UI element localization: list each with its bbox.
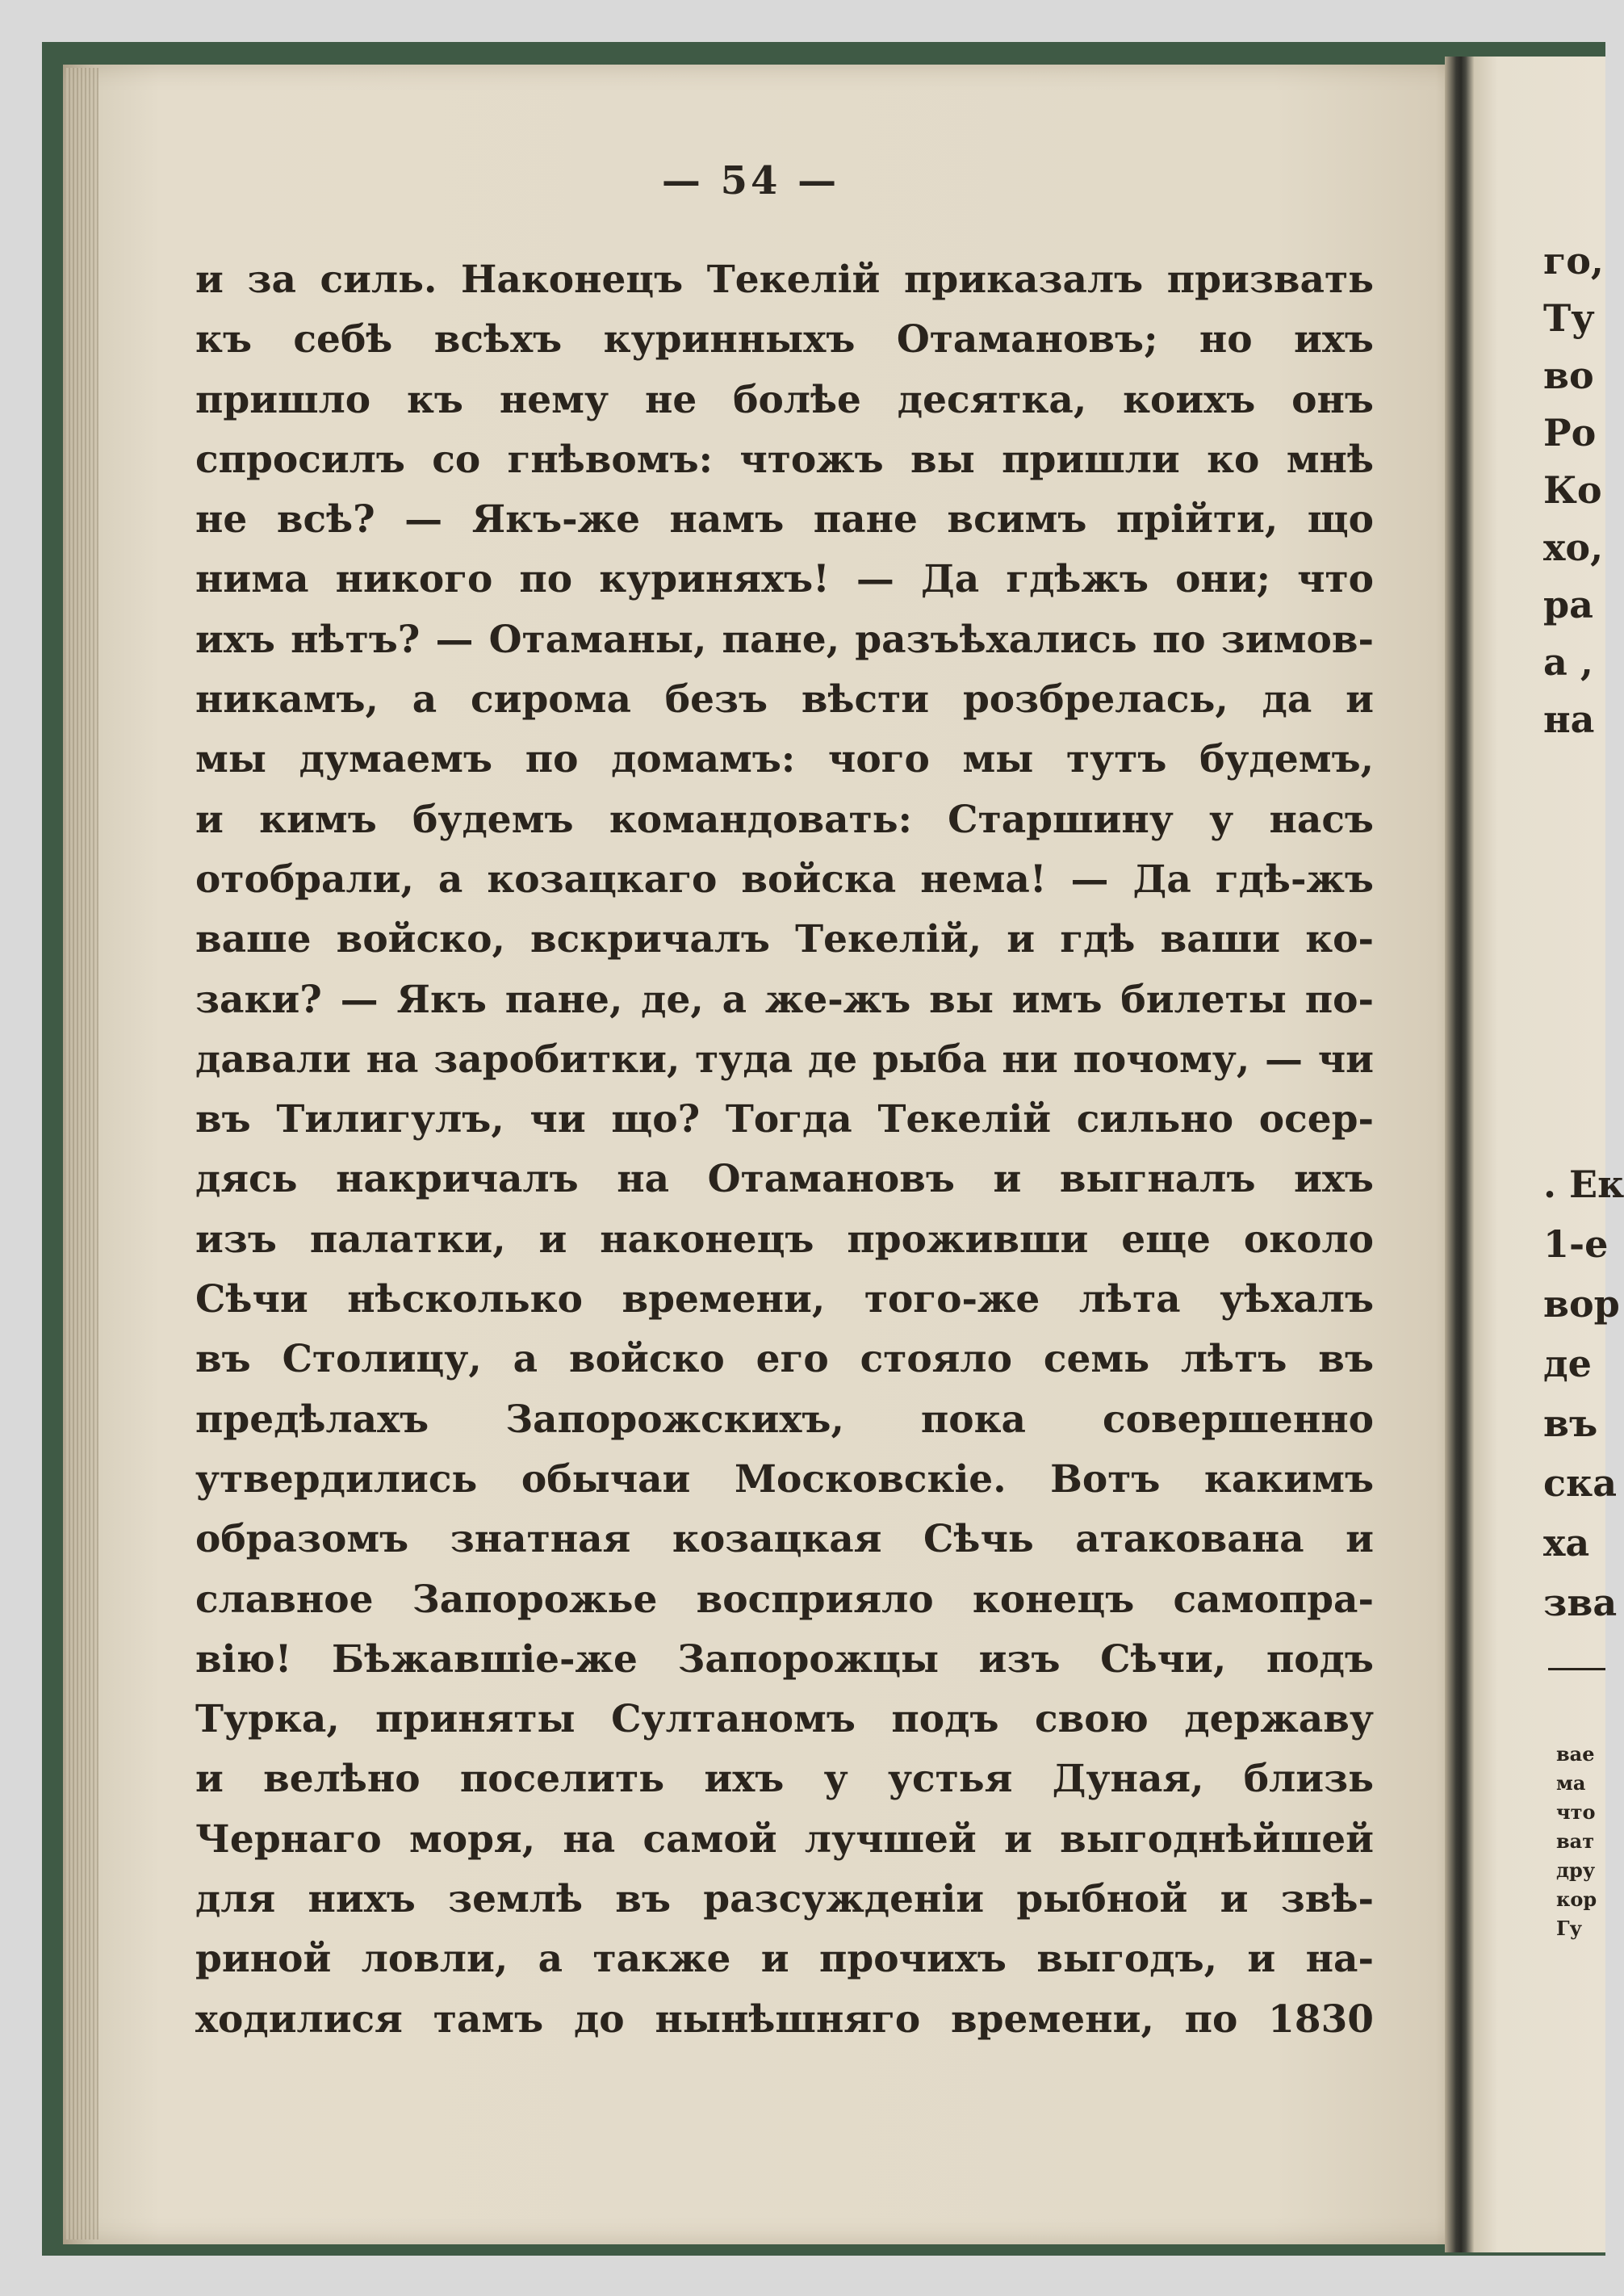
text-line: въ Тилигулъ, чи що? Тогда Текелій сильно осер- bbox=[195, 1097, 1374, 1142]
right-page-fragment: Ту bbox=[1543, 296, 1595, 340]
text-line: пришло къ нему не болѣе десятка, коихъ онъ bbox=[195, 377, 1374, 422]
right-page-fragment: Ро bbox=[1543, 411, 1597, 455]
text-line: риной ловли, а также и прочихъ выгодъ, и на- bbox=[195, 1937, 1374, 1982]
text-line: славное Запорожье восприяло конецъ самопра- bbox=[195, 1577, 1374, 1622]
right-page-fragment: Гу bbox=[1556, 1917, 1582, 1940]
footnote-rule bbox=[1548, 1668, 1605, 1670]
right-page-fragment: ма bbox=[1556, 1771, 1586, 1795]
right-page-fragment: вор bbox=[1543, 1282, 1620, 1326]
right-page-fragment: ха bbox=[1543, 1521, 1590, 1565]
text-line: изъ палатки, и наконецъ проживши еще около bbox=[195, 1217, 1374, 1262]
text-line: въ Столицу, а войско его стояло семь лѣтъ въ bbox=[195, 1337, 1374, 1382]
text-line: ходилися тамъ до нынѣшняго времени, по 1830 bbox=[195, 1996, 1374, 2042]
text-line: и кимъ будемъ командовать: Старшину у насъ bbox=[195, 797, 1374, 842]
text-line: образомъ знатная козацкая Сѣчь атакована и bbox=[195, 1517, 1374, 1562]
text-line: ихъ нѣтъ? — Отаманы, пане, разъѣхались по зимов- bbox=[195, 617, 1374, 662]
right-page-fragment: кор bbox=[1556, 1887, 1597, 1911]
text-line: мы думаемъ по домамъ: чого мы тутъ будемъ, bbox=[195, 737, 1374, 782]
text-line: утвердились обычаи Московскіе. Вотъ какимъ bbox=[195, 1456, 1374, 1502]
text-line: никамъ, а сирома безъ вѣсти розбрелась, да и bbox=[195, 677, 1374, 723]
right-page-fragment: ра bbox=[1543, 583, 1593, 626]
text-line: ваше войско, вскричалъ Текелій, и гдѣ ваши ко- bbox=[195, 917, 1374, 962]
book-gutter bbox=[1445, 57, 1474, 2252]
right-page-fragment: зва bbox=[1543, 1581, 1618, 1624]
text-line: Чернаго моря, на самой лучшей и выгоднѣйшей bbox=[195, 1816, 1374, 1862]
right-page-fragment: дру bbox=[1556, 1858, 1596, 1882]
text-line: заки? — Якъ пане, де, а же-жъ вы имъ билеты по- bbox=[195, 977, 1374, 1022]
text-line: нима никого по куриняхъ! — Да гдѣжъ они; что bbox=[195, 557, 1374, 602]
right-page-fragment: Ко bbox=[1543, 468, 1602, 512]
text-line: дясь накричалъ на Отамановъ и выгналъ ихъ bbox=[195, 1157, 1374, 1202]
right-page-fragment: вае bbox=[1556, 1742, 1595, 1766]
text-line: для нихъ землѣ въ разсужденіи рыбной и звѣ- bbox=[195, 1877, 1374, 1922]
page-edges bbox=[66, 68, 98, 2239]
right-page-fragment: что bbox=[1556, 1800, 1596, 1824]
right-page-fragment: а , bbox=[1543, 640, 1593, 684]
text-line: къ себѣ всѣхъ куринныхъ Отамановъ; но ихъ bbox=[195, 317, 1374, 362]
right-page-fragment: въ bbox=[1543, 1401, 1598, 1445]
right-page-fragment: 1-е bbox=[1543, 1222, 1609, 1266]
text-line: Сѣчи нѣсколько времени, того-же лѣта уѣхалъ bbox=[195, 1277, 1374, 1322]
right-page-fragment: на bbox=[1543, 698, 1595, 741]
right-page-fragment: ват bbox=[1556, 1829, 1595, 1853]
right-page-fragment: го, bbox=[1543, 239, 1604, 283]
text-line: не всѣ? — Якъ-же намъ пане всимъ прійти, що bbox=[195, 497, 1374, 543]
page-number: — 54 — bbox=[661, 158, 840, 203]
right-page-fragment: . Ек bbox=[1543, 1163, 1624, 1206]
text-line: предѣлахъ Запорожскихъ, пока совершенно bbox=[195, 1397, 1374, 1442]
text-line: вію! Бѣжавшіе-же Запорожцы изъ Сѣчи, подъ bbox=[195, 1636, 1374, 1682]
right-page-fragment: де bbox=[1543, 1342, 1592, 1385]
text-line: Турка, приняты Султаномъ подъ свою державу bbox=[195, 1697, 1374, 1742]
body-text bbox=[195, 250, 1374, 2050]
right-page-fragment: хо, bbox=[1543, 526, 1604, 569]
right-page-fragment: во bbox=[1543, 354, 1594, 397]
text-line: давали на заробитки, туда де рыба ни почому, — чи bbox=[195, 1037, 1374, 1082]
right-page-fragment: ска bbox=[1543, 1461, 1618, 1505]
text-line: и велѣно поселить ихъ у устья Дуная, близь bbox=[195, 1757, 1374, 1802]
text-line: и за силь. Наконецъ Текелій приказалъ призвать bbox=[195, 258, 1374, 302]
text-line: отобрали, а козацкаго войска нема! — Да гдѣ-жъ bbox=[195, 857, 1374, 902]
text-line: спросилъ со гнѣвомъ: чтожъ вы пришли ко мнѣ bbox=[195, 437, 1374, 482]
